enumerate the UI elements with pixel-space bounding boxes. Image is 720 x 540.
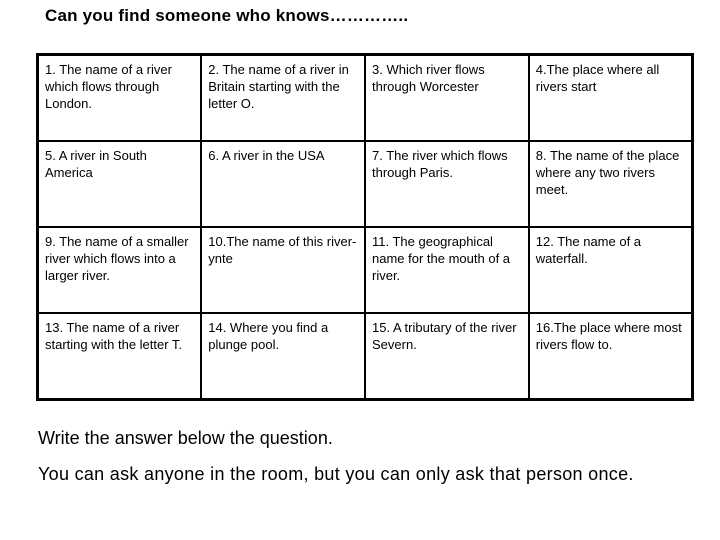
question-grid xyxy=(36,53,694,401)
grid-row xyxy=(38,227,693,313)
question-cell-3: 3. Which river flows through Worcester xyxy=(365,55,529,142)
question-cell-6: 6. A river in the USA xyxy=(201,141,365,227)
instruction-line-2: You can ask anyone in the room, but you can only ask that person once. xyxy=(38,464,634,484)
grid-row xyxy=(38,313,693,400)
question-cell-13: 13. The name of a river starting with the letter T. xyxy=(38,313,202,400)
question-cell-16: 16.The place where most rivers flow to. xyxy=(529,313,693,400)
question-cell-9: 9. The name of a smaller river which flows into a larger river. xyxy=(38,227,202,313)
page-title: Can you find someone who knows………….. xyxy=(45,6,409,25)
question-cell-5: 5. A river in South America xyxy=(38,141,202,227)
grid-row xyxy=(38,55,693,142)
question-cell-15: 15. A tributary of the river Severn. xyxy=(365,313,529,400)
question-cell-8: 8. The name of the place where any two rivers meet. xyxy=(529,141,693,227)
question-cell-14: 14. Where you find a plunge pool. xyxy=(201,313,365,400)
instruction-line-1: Write the answer below the question. xyxy=(38,428,333,448)
question-cell-12: 12. The name of a waterfall. xyxy=(529,227,693,313)
question-cell-4: 4.The place where all rivers start xyxy=(529,55,693,142)
question-cell-7: 7. The river which flows through Paris. xyxy=(365,141,529,227)
question-cell-10: 10.The name of this river- ynte xyxy=(201,227,365,313)
question-cell-11: 11. The geographical name for the mouth of a river. xyxy=(365,227,529,313)
grid-row xyxy=(38,141,693,227)
question-cell-2: 2. The name of a river in Britain starting with the letter O. xyxy=(201,55,365,142)
question-cell-1: 1. The name of a river which flows through London. xyxy=(38,55,202,142)
